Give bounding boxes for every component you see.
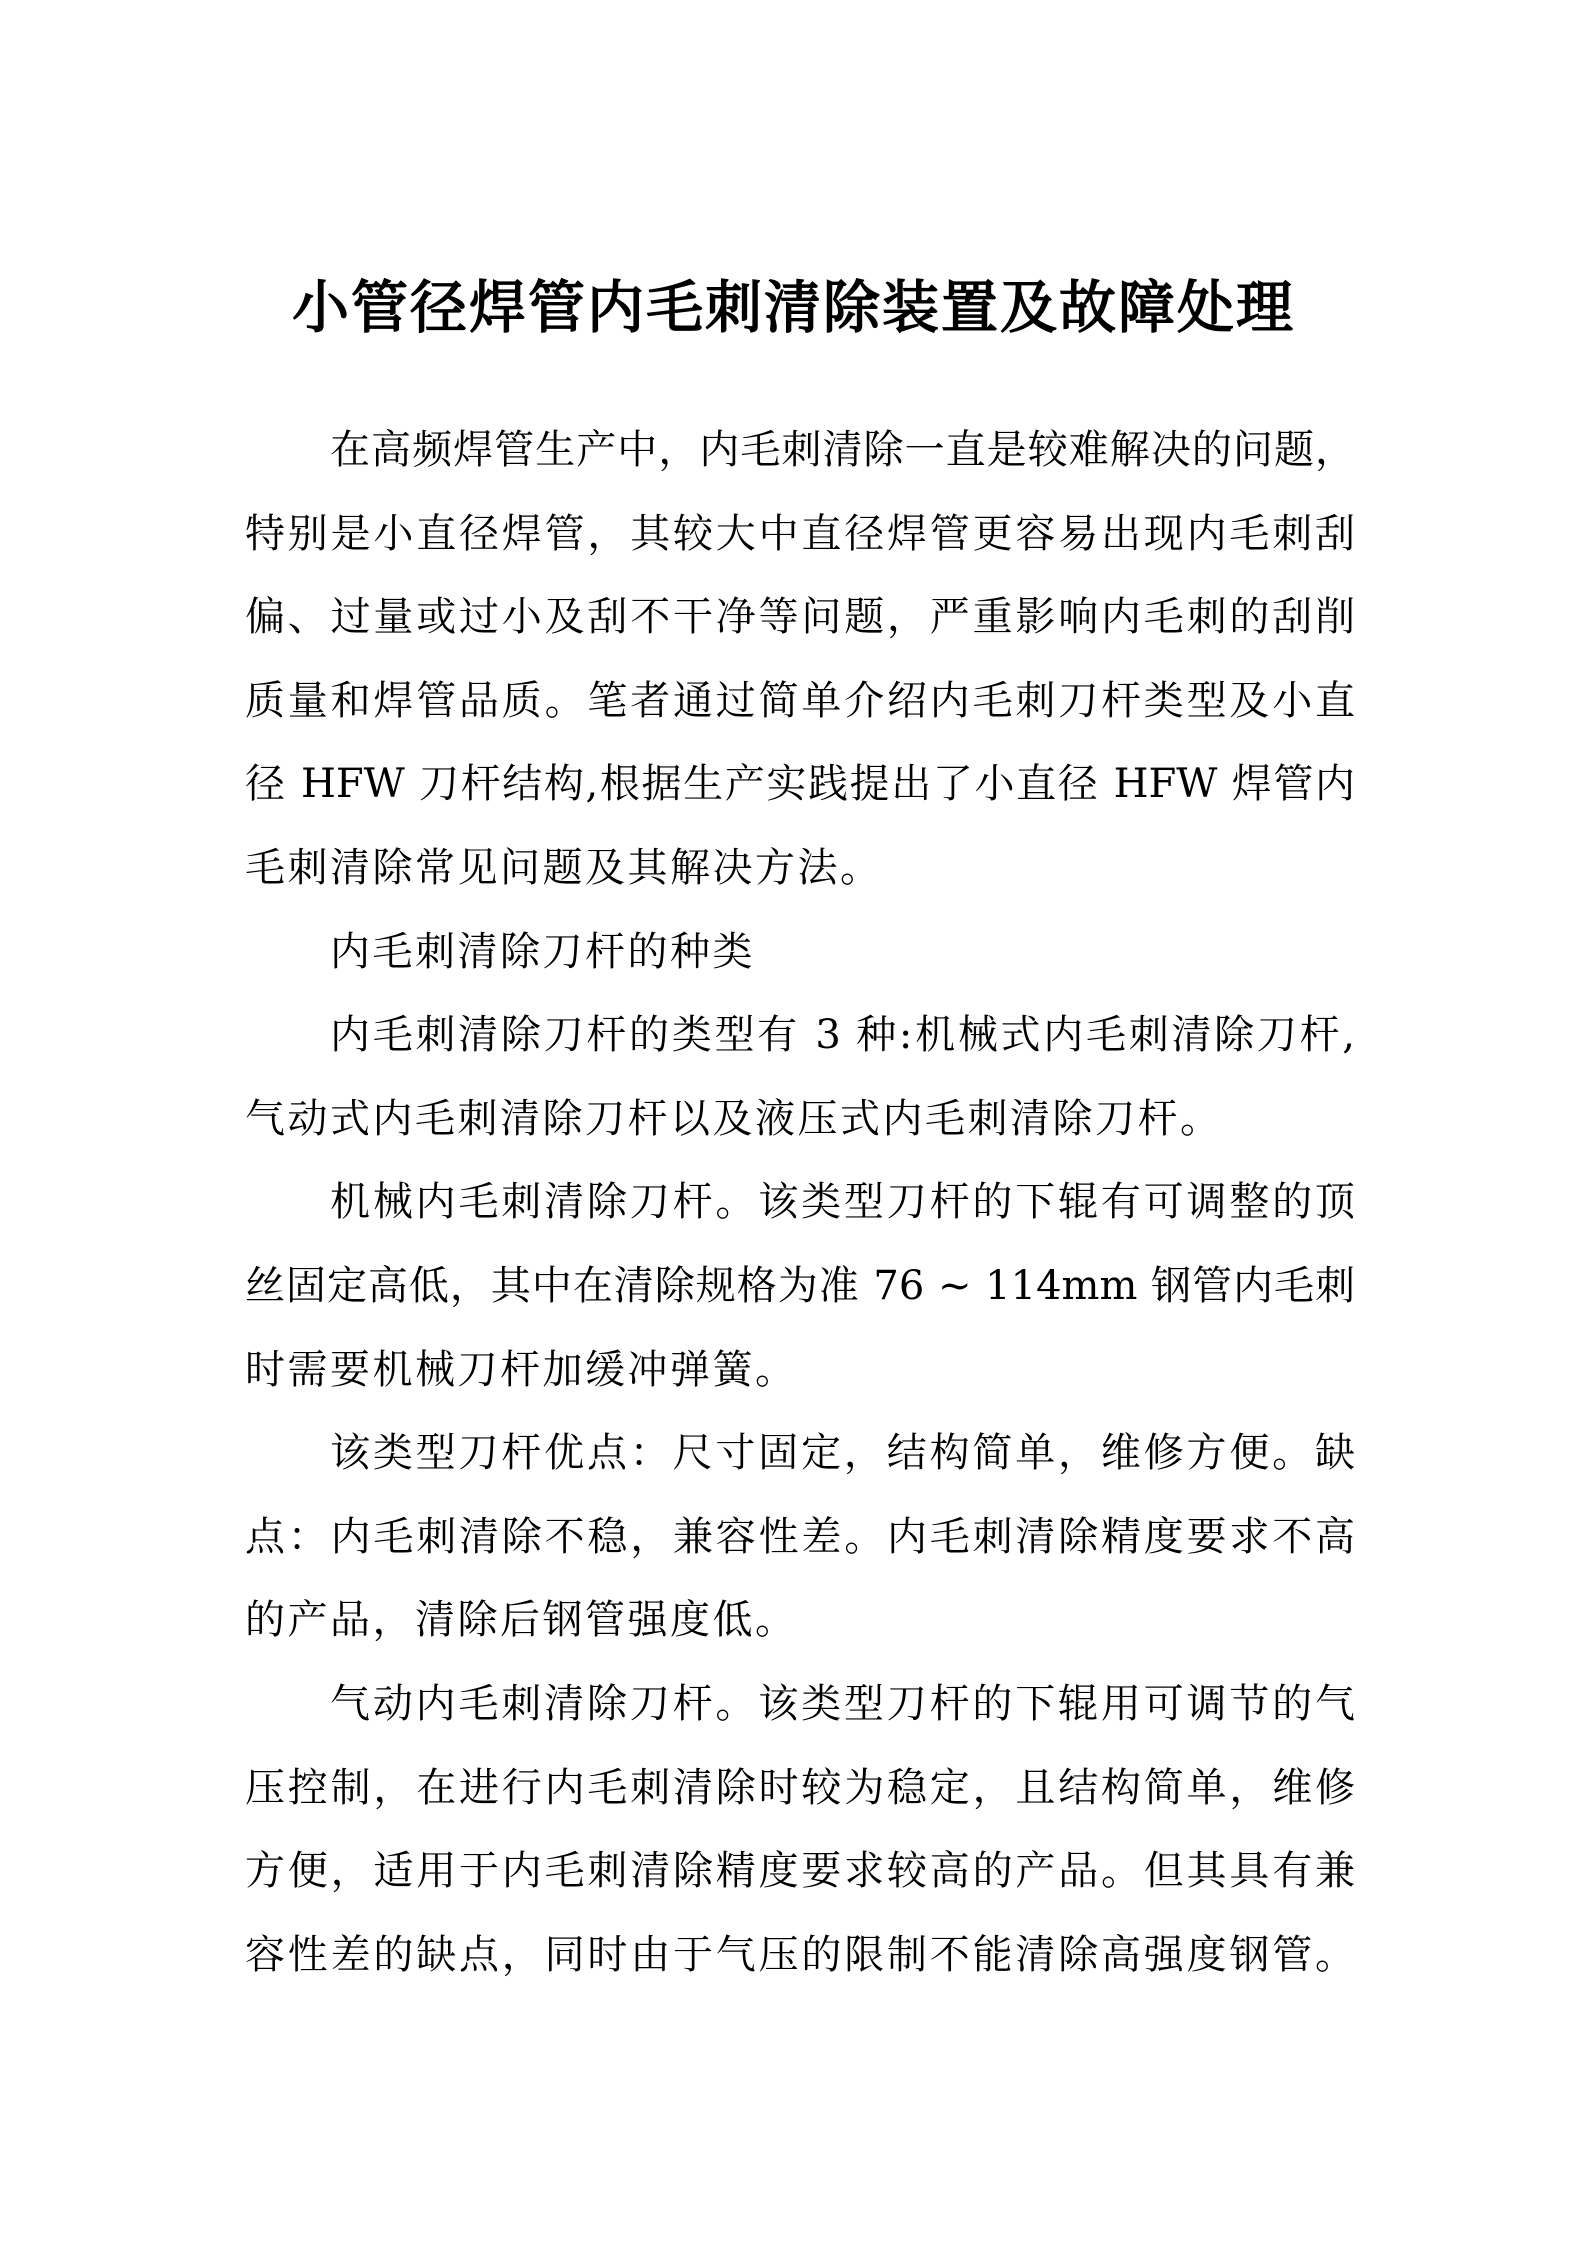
text-line: 压控制，在进行内毛刺清除时较为稳定，且结构简单，维修 [245, 1764, 1355, 1811]
document-body [245, 420, 1355, 2008]
text-line: 特别是小直径焊管，其较大中直径焊管更容易出现内毛刺刮 [245, 510, 1355, 557]
text-line: 方便，适用于内毛刺清除精度要求较高的产品。但其具有兼 [245, 1848, 1355, 1895]
text-line: 内毛刺清除刀杆的种类 [330, 928, 755, 975]
document-title: 小管径焊管内毛刺清除装置及故障处理 [292, 274, 1295, 341]
text-line: 偏、过量或过小及刮不干净等问题，严重影响内毛刺的刮削 [245, 594, 1355, 641]
text-line: 质量和焊管品质。笔者通过简单介绍内毛刺刀杆类型及小直 [245, 677, 1355, 724]
text-line: 在高频焊管生产中，内毛刺清除一直是较难解决的问题， [330, 427, 1355, 473]
text-line: 毛刺清除常见问题及其解决方法。 [245, 844, 883, 891]
text-line: 容性差的缺点，同时由于气压的限制不能清除高强度钢管。 [245, 1931, 1355, 1978]
text-line: 点：内毛刺清除不稳，兼容性差。内毛刺清除精度要求不高 [245, 1513, 1355, 1560]
text-line: 时需要机械刀杆加缓冲弹簧。 [245, 1346, 798, 1393]
text-line: 径 HFW 刀杆结构,根据生产实践提出了小直径 HFW 焊管内 [245, 761, 1355, 808]
text-line: 机械内毛刺清除刀杆。该类型刀杆的下辊有可调整的顶 [330, 1179, 1355, 1226]
text-line: 该类型刀杆优点：尺寸固定，结构简单，维修方便。缺 [330, 1430, 1355, 1477]
text-line: 丝固定高低，其中在清除规格为准 76 ~ 114mm 钢管内毛刺 [245, 1262, 1355, 1309]
text-line: 气动式内毛刺清除刀杆以及液压式内毛刺清除刀杆。 [245, 1095, 1223, 1142]
text-line: 内毛刺清除刀杆的类型有 3 种:机械式内毛刺清除刀杆, [330, 1012, 1355, 1059]
text-line: 的产品，清除后钢管强度低。 [245, 1597, 798, 1644]
text-line: 气动内毛刺清除刀杆。该类型刀杆的下辊用可调节的气 [330, 1680, 1355, 1727]
